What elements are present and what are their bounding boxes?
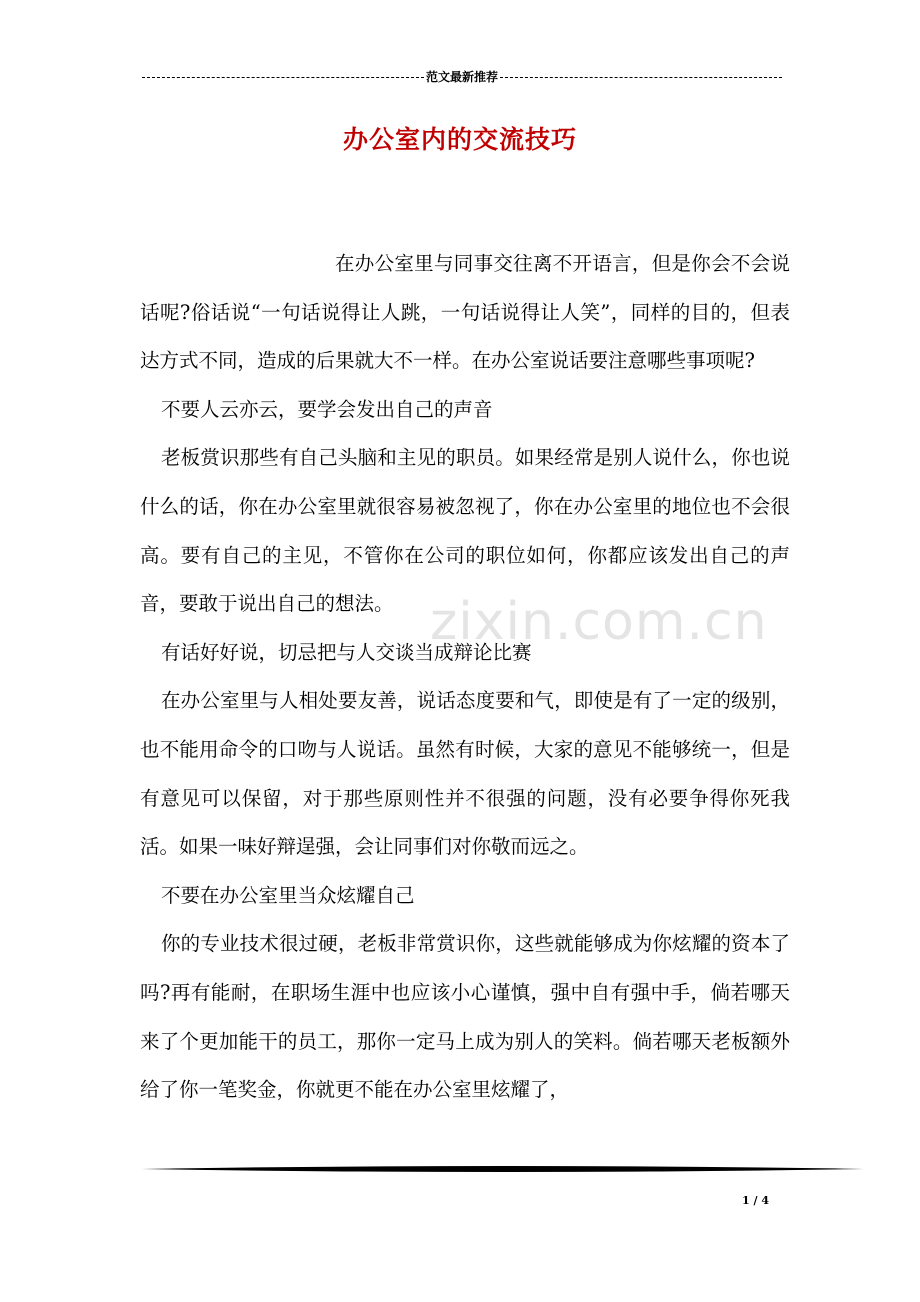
watermark: zixin.com.cn: [430, 592, 768, 652]
document-body: [140, 240, 790, 1115]
section-heading: 不要在办公室里当众炫耀自己: [161, 883, 415, 907]
section-heading: 不要人云亦云，要学会发出自己的声音: [161, 397, 493, 421]
paragraph-intro: 在办公室里与同事交往离不开语言，但是你会不会说话呢?俗话说“一句话说得让人跳，一句话说得让人笑”，同样的目的，但表达方式不同，造成的后果就大不一样。在办公室说话要注意哪些事项呢?: [140, 252, 790, 373]
header-dashes-right: [500, 77, 782, 78]
paragraph: 老板赏识那些有自己头脑和主见的职员。如果经常是别人说什么，你也说什么的话，你在办公室里就很容易被忽视了，你在办公室里的地位也不会很高。要有自己的主见，不管你在公司的职位如何，你都应该发出自己的声音，要敢于说出自己的想法。: [140, 446, 790, 616]
section-heading: 有话好好说，切忌把与人交谈当成辩论比赛: [161, 640, 532, 664]
footer-rule: [142, 1165, 864, 1173]
paragraph: 在办公室里与人相处要友善，说话态度要和气，即使是有了一定的级别，也不能用命令的口吻与人说话。虽然有时候，大家的意见不能够统一，但是有意见可以保留，对于那些原则性并不很强的问题，没有必要争得你死我活。如果一味好辩逞强，会让同事们对你敬而远之。: [140, 689, 790, 859]
header-dashes-left: [142, 77, 424, 78]
paragraph: 你的专业技术很过硬，老板非常赏识你，这些就能够成为你炫耀的资本了吗?再有能耐，在职场生涯中也应该小心谨慎，强中自有强中手，倘若哪天来了个更加能干的员工，那你一定马上成为别人的笑料。倘若哪天老板额外给了你一笔奖金，你就更不能在办公室里炫耀了，: [140, 932, 790, 1102]
header-label: 范文最新推荐: [426, 70, 499, 84]
page-number: 1 / 4: [742, 1194, 769, 1207]
header-banner: [142, 68, 782, 85]
document-title: 办公室内的交流技巧: [342, 125, 577, 154]
